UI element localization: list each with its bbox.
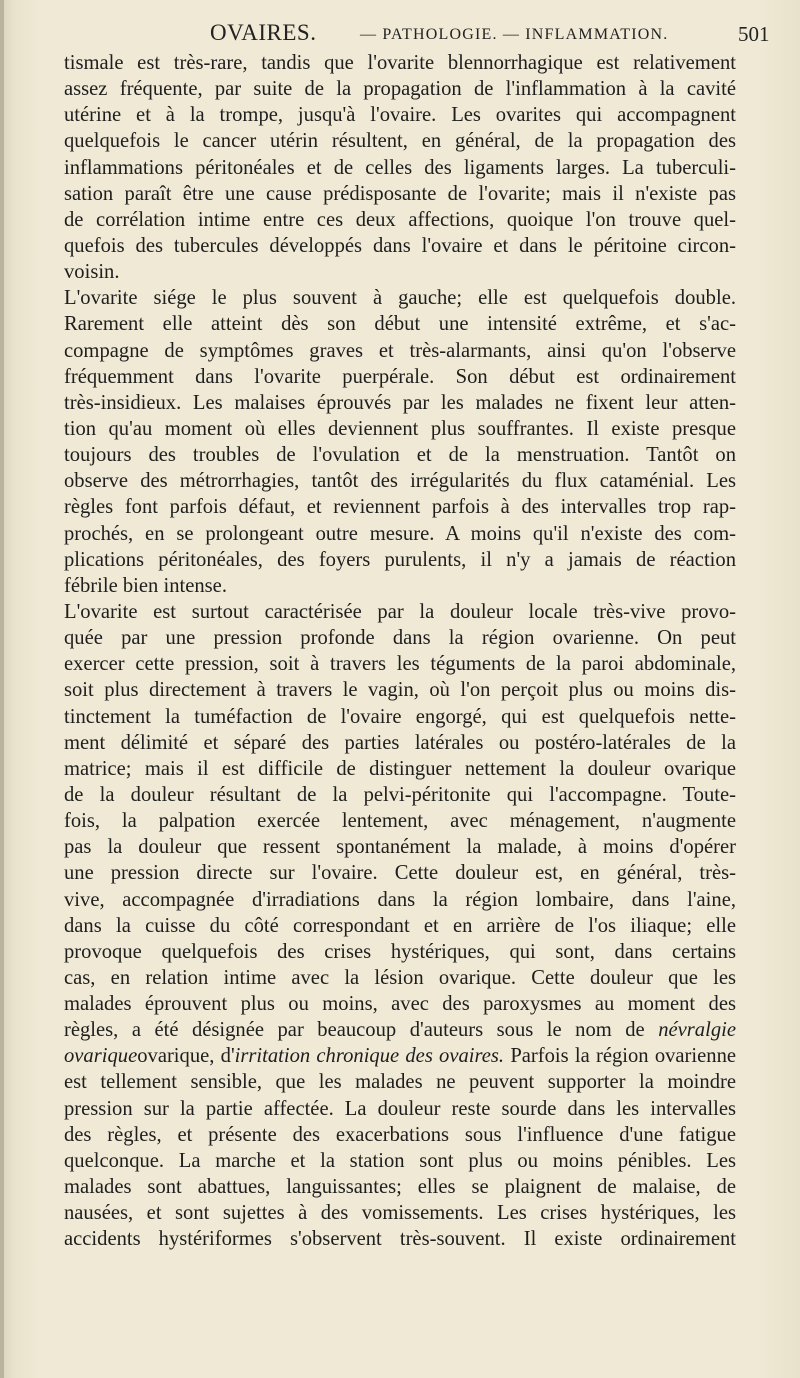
italic-term: irritation chronique des ovaires. — [234, 1045, 505, 1068]
text-line: tion qu'au moment où elles deviennent plus souffrantes. Il existe presque — [64, 417, 736, 440]
text-line: sation paraît être une cause prédisposante de l'ovarite; mais il n'existe pas — [64, 182, 736, 205]
text-line: utérine et à la trompe, jusqu'à l'ovaire. Les ovarites qui accompagnent — [64, 104, 736, 127]
italic-term: névralgie — [658, 1019, 736, 1042]
text-line: provoque quelquefois des crises hystériques, qui sont, dans certains — [64, 940, 736, 963]
text-line: tinctement la tuméfaction de l'ovaire engorgé, qui est quelquefois nette- — [64, 705, 736, 728]
text-line: quelconque. La marche et la station sont plus ou moins pénibles. Les — [64, 1149, 736, 1172]
text-line: nausées, et sont sujettes à des vomissements. Les crises hystériques, les — [64, 1202, 736, 1225]
text-line: L'ovarite est surtout caractérisée par la douleur locale très-vive provo- — [64, 600, 736, 623]
text-line: quefois des tubercules développés dans l'ovaire et dans le péritoine circon- — [64, 234, 736, 257]
text-line: de la douleur résultant de la pelvi-péritonite qui l'accompagne. Toute- — [64, 783, 736, 806]
text-line: de corrélation intime entre ces deux affections, quoique l'on trouve quel- — [64, 208, 736, 231]
text-line: Rarement elle atteint dès son début une intensité extrême, et s'ac- — [64, 313, 736, 336]
running-title: OVAIRES. — [210, 20, 317, 45]
text-line: malades sont abattues, languissantes; elles se plaignent de malaise, de — [64, 1176, 736, 1199]
text-line-with-italic — [64, 1017, 736, 1043]
text-line: inflammations péritonéales et de celles des ligaments larges. La tuberculi- — [64, 156, 736, 179]
text-line: L'ovarite siége le plus souvent à gauche; elle est quelquefois double. — [64, 287, 736, 310]
text-segment: ovarique, d' — [137, 1045, 235, 1068]
text-line: tismale est très-rare, tandis que l'ovarite blennorrhagique est relativement — [64, 52, 736, 74]
text-line: règles font parfois défaut, et reviennent parfois à des intervalles trop rap- — [64, 496, 736, 519]
text-line: vive, accompagnée d'irradiations dans la région lombaire, dans l'aine, — [64, 888, 736, 911]
text-line: très-insidieux. Les malaises éprouvés par les malades ne fixent leur atten- — [64, 391, 736, 414]
text-line: quée par une pression profonde dans la région ovarienne. On peut — [64, 627, 736, 650]
text-line: fébrile bien intense. — [64, 574, 227, 597]
text-line: plications péritonéales, des foyers purulents, il n'y a jamais de réaction — [64, 548, 736, 571]
running-subtitle: — PATHOLOGIE. — INFLAMMATION. — [360, 26, 669, 43]
text-line: prochés, en se prolongeant outre mesure. A moins qu'il n'existe des com- — [64, 522, 736, 545]
text-line: assez fréquente, par suite de la propagation de l'inflammation à la cavité — [64, 78, 736, 101]
text-line: malades éprouvent plus ou moins, avec des paroxysmes au moment des — [64, 993, 736, 1016]
body-text — [64, 50, 736, 1252]
text-line: accidents hystériformes s'observent très-souvent. Il existe ordinairement — [64, 1228, 736, 1251]
text-line: pression sur la partie affectée. La douleur reste sourde dans les intervalles — [64, 1097, 736, 1120]
text-segment: règles, a été désignée par beaucoup d'auteurs sous le nom de — [64, 1019, 645, 1042]
text-line: fois, la palpation exercée lentement, avec ménagement, n'augmente — [64, 810, 736, 833]
text-line: voisin. — [64, 261, 120, 284]
text-line: est tellement sensible, que les malades ne peuvent supporter la moindre — [64, 1071, 736, 1094]
text-line: matrice; mais il est difficile de distinguer nettement la douleur ovarique — [64, 757, 736, 780]
text-line-with-italic — [64, 1043, 736, 1069]
text-line: observe des métrorrhagies, tantôt des irrégularités du flux cataménial. Les — [64, 470, 736, 493]
page-number: 501 — [738, 22, 770, 46]
text-line: des règles, et présente des exacerbations sous l'influence d'une fatigue — [64, 1123, 736, 1146]
text-line: dans la cuisse du côté correspondant et en arrière de l'os iliaque; elle — [64, 914, 736, 937]
text-line: soit plus directement à travers le vagin, où l'on perçoit plus ou moins dis- — [64, 679, 736, 702]
text-segment: Parfois la région ovarienne — [510, 1045, 737, 1068]
text-line: toujours des troubles de l'ovulation et de la menstruation. Tantôt on — [64, 444, 736, 467]
text-line: exercer cette pression, soit à travers les téguments de la paroi abdominale, — [64, 653, 736, 676]
text-line: compagne de symptômes graves et très-alarmants, ainsi qu'on l'observe — [64, 339, 736, 362]
text-line: pas la douleur que ressent spontanément la malade, à moins d'opérer — [64, 836, 736, 859]
page-header — [0, 14, 800, 54]
text-line: une pression directe sur l'ovaire. Cette douleur est, en général, très- — [64, 862, 736, 885]
text-line: fréquemment dans l'ovarite puerpérale. Son début est ordinairement — [64, 365, 736, 388]
text-line: quelquefois le cancer utérin résultent, en général, de la propagation des — [64, 130, 736, 153]
text-line: cas, en relation intime avec la lésion ovarique. Cette douleur que les — [64, 966, 736, 989]
italic-term: ovarique — [64, 1045, 138, 1068]
binding-edge — [0, 0, 4, 1378]
text-line: ment délimité et séparé des parties latérales ou postéro-latérales de la — [64, 731, 736, 754]
